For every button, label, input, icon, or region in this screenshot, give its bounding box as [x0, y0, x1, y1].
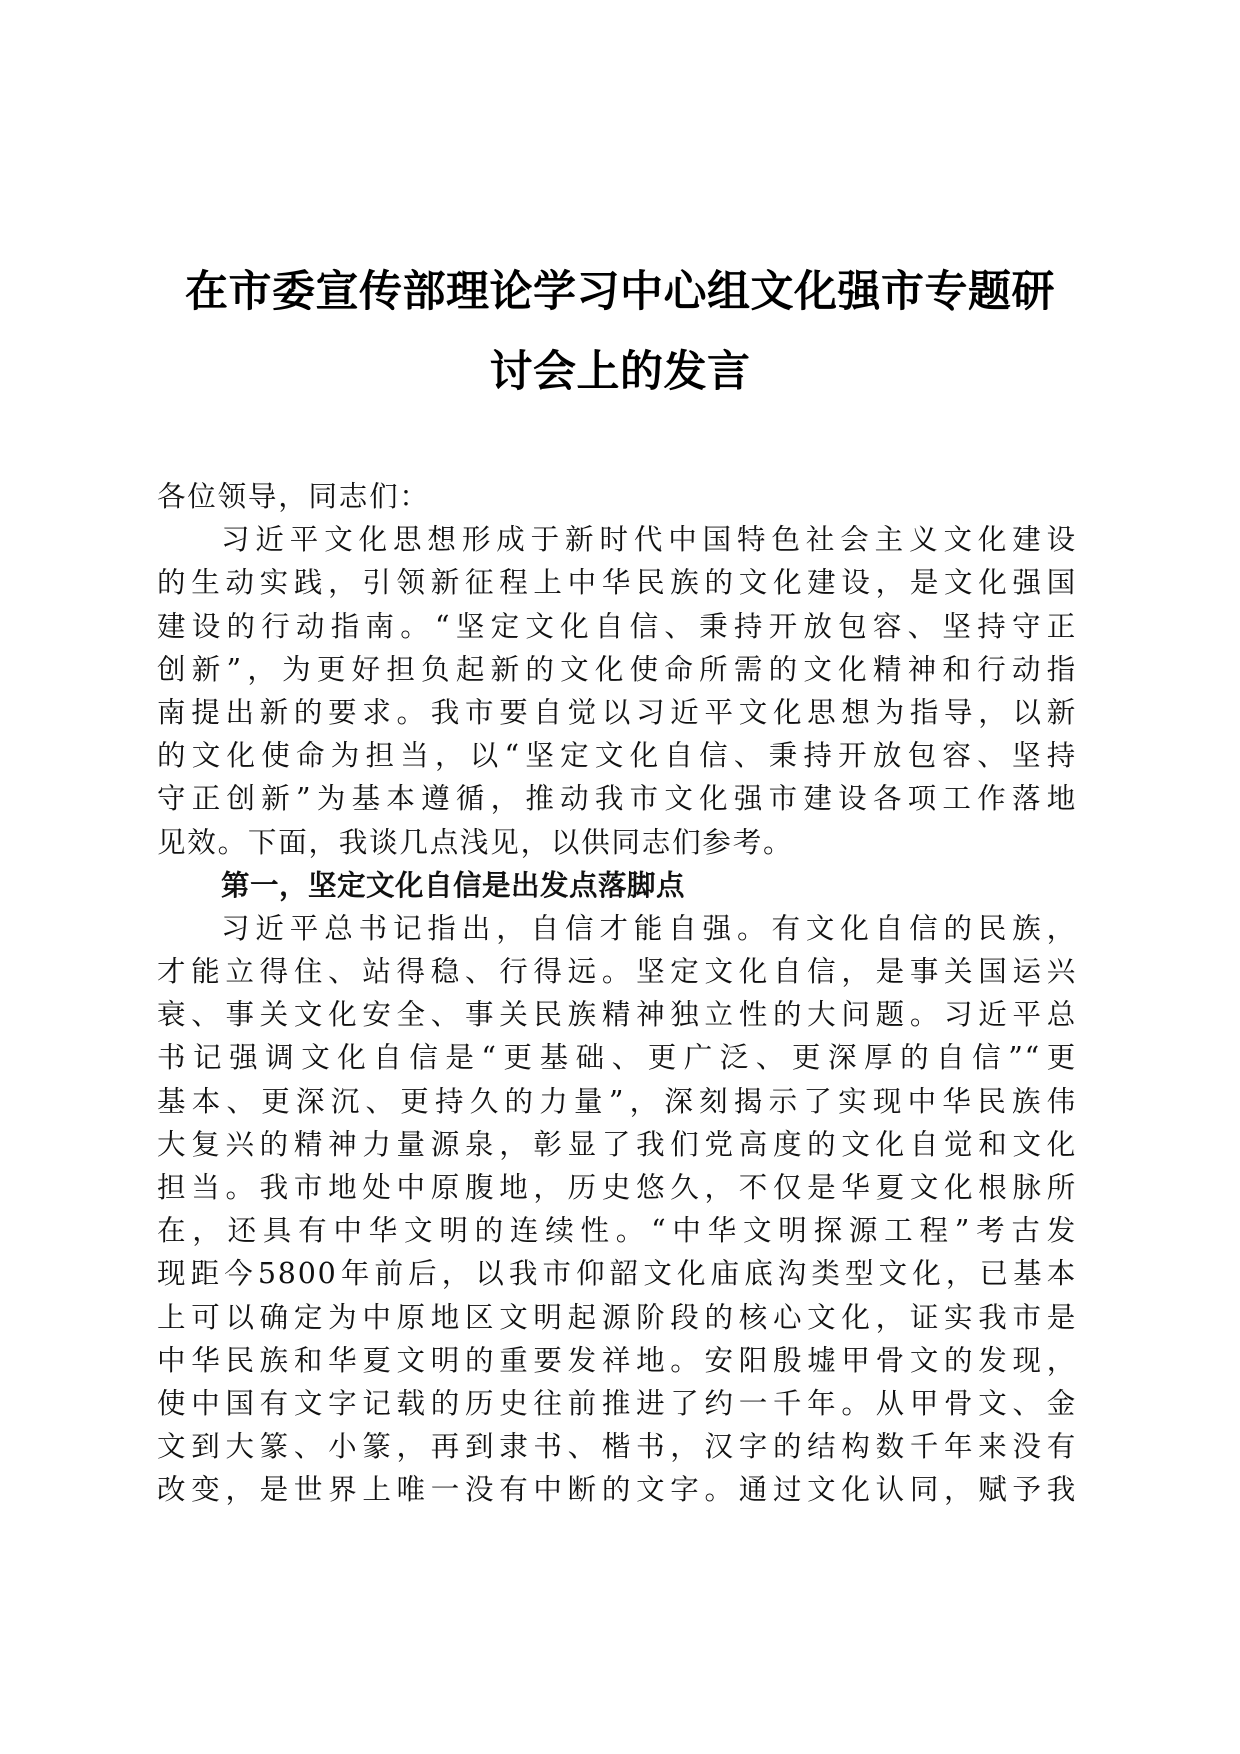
paragraph-line: 衰、事关文化安全、事关民族精神独立性的大问题。习近平总	[157, 998, 1077, 1032]
paragraph-line: 中华民族和华夏文明的重要发祥地。安阳殷墟甲骨文的发现，	[157, 1343, 1077, 1377]
paragraph-line: 的生动实践，引领新征程上中华民族的文化建设，是文化强国	[157, 566, 1077, 600]
document-title	[140, 252, 1100, 412]
paragraph-line: 才能立得住、站得稳、行得远。坚定文化自信，是事关国运兴	[157, 955, 1077, 989]
paragraph-line: 基本、更深沉、更持久的力量”，深刻揭示了实现中华民族伟	[157, 1084, 1077, 1118]
paragraph-line: 使中国有文字记载的历史往前推进了约一千年。从甲骨文、金	[157, 1386, 1077, 1420]
paragraph-line: 改变，是世界上唯一没有中断的文字。通过文化认同，赋予我	[157, 1473, 1077, 1507]
paragraph-line: 习近平文化思想形成于新时代中国特色社会主义文化建设	[221, 523, 1077, 557]
salutation: 各位领导，同志们：	[157, 480, 430, 513]
section-heading: 第一，坚定文化自信是出发点落脚点	[221, 868, 686, 902]
paragraph-line: 文到大篆、小篆，再到隶书、楷书，汉字的结构数千年来没有	[157, 1430, 1077, 1464]
paragraph-line: 南提出新的要求。我市要自觉以习近平文化思想为指导，以新	[157, 695, 1077, 729]
paragraph-line: 上可以确定为中原地区文明起源阶段的核心文化，证实我市是	[157, 1300, 1077, 1334]
paragraph-line: 书记强调文化自信是“更基础、更广泛、更深厚的自信”“更	[157, 1041, 1077, 1075]
paragraph-line: 担当。我市地处中原腹地，历史悠久，不仅是华夏文化根脉所	[157, 1171, 1077, 1204]
paragraph-line: 见效。下面，我谈几点浅见，以供同志们参考。	[157, 825, 794, 859]
document-body	[157, 475, 1077, 1512]
title-line-2: 讨会上的发言	[489, 347, 751, 397]
paragraph-line: 建设的行动指南。“坚定文化自信、秉持开放包容、坚持守正	[157, 609, 1077, 643]
paragraph-line: 在，还具有中华文明的连续性。“中华文明探源工程”考古发	[157, 1214, 1077, 1248]
paragraph-line: 现距今5800年前后，以我市仰韶文化庙底沟类型文化，已基本	[157, 1257, 1077, 1291]
title-line-1: 在市委宣传部理论学习中心组文化强市专题研	[185, 267, 1055, 317]
paragraph-line: 的文化使命为担当，以“坚定文化自信、秉持开放包容、坚持	[157, 739, 1077, 773]
paragraph-line: 创新”，为更好担负起新的文化使命所需的文化精神和行动指	[157, 652, 1077, 686]
paragraph-line: 守正创新”为基本遵循，推动我市文化强市建设各项工作落地	[157, 782, 1077, 816]
paragraph-line: 习近平总书记指出，自信才能自强。有文化自信的民族，	[221, 911, 1077, 945]
paragraph-line: 大复兴的精神力量源泉，彰显了我们党高度的文化自觉和文化	[157, 1127, 1077, 1161]
